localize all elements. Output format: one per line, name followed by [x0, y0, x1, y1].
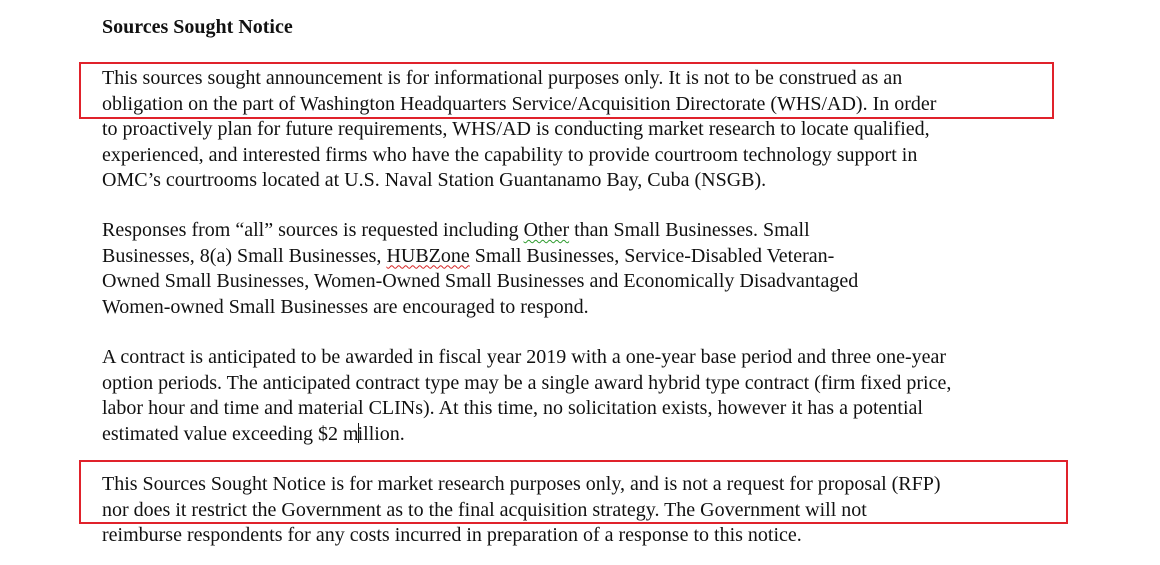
text-segment: illion. — [357, 422, 405, 445]
text-segment: than Small Businesses. Small — [569, 219, 810, 241]
text-line: option periods. The anticipated contract type may be a single award hybrid type contract (firm fixed price, — [102, 371, 952, 394]
paragraph-disclaimer — [102, 472, 941, 549]
text-segment: estimated value exceeding $2 m — [102, 422, 359, 445]
text-line: Owned Small Businesses, Women-Owned Small Businesses and Economically Disadvantaged — [102, 270, 859, 292]
text-segment: Businesses, 8(a) Small Businesses, — [102, 244, 387, 267]
text-line: nor does it restrict the Government as to the final acquisition strategy. The Government will not — [102, 498, 867, 521]
text-line: Women-owned Small Businesses are encouraged to respond. — [102, 295, 589, 318]
paragraph-responses — [102, 218, 858, 320]
text-line: A contract is anticipated to be awarded in fiscal year 2019 with a one-year base period and three one-year — [102, 346, 947, 368]
text-line: labor hour and time and material CLINs). At this time, no solicitation exists, however it has a potential — [102, 397, 923, 419]
document-title: Sources Sought Notice — [102, 16, 293, 38]
grammar-flagged-word[interactable]: Other — [523, 219, 570, 241]
text-line: reimburse respondents for any costs incurred in preparation of a response to this notice. — [102, 524, 802, 546]
text-line: OMC’s courtrooms located at U.S. Naval Station Guantanamo Bay, Cuba (NSGB). — [102, 169, 767, 191]
text-line: This sources sought announcement is for informational purposes only. It is not to be construed as an — [102, 67, 903, 89]
text-line: experienced, and interested firms who have the capability to provide courtroom technology support in — [102, 143, 918, 166]
text-segment: Small Businesses, Service-Disabled Veteran- — [469, 244, 835, 267]
text-line — [102, 244, 858, 270]
text-segment: Responses from “all” sources is requested including — [102, 219, 524, 241]
text-line — [102, 218, 858, 244]
paragraph-contract — [102, 345, 951, 447]
text-line: obligation on the part of Washington Headquarters Service/Acquisition Directorate (WHS/AD). In order — [102, 92, 937, 115]
text-line — [102, 422, 951, 448]
text-line: This Sources Sought Notice is for market research purposes only, and is not a request for proposal (RFP) — [102, 473, 941, 495]
text-line: to proactively plan for future requirements, WHS/AD is conducting market research to locate qualified, — [102, 118, 930, 140]
spelling-flagged-word[interactable]: HUBZone — [386, 244, 470, 267]
paragraph-purpose — [102, 66, 936, 194]
